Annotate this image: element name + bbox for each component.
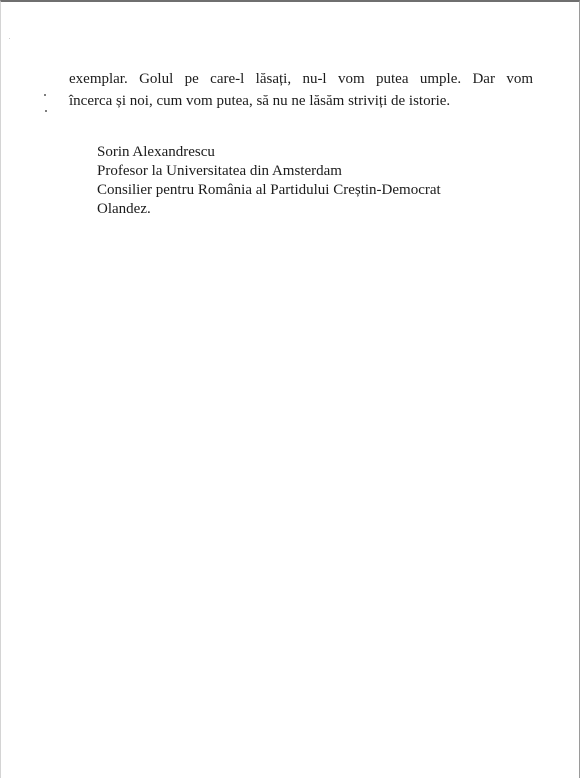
scan-speck-1 — [44, 94, 46, 96]
body-line-2: încerca și noi, cum vom putea, să nu ne lăsăm striviți de istorie. — [69, 93, 451, 109]
signature-name: Sorin Alexandrescu — [97, 144, 215, 160]
body-line-1: exemplar. Golul pe care-l lăsați, nu-l vom putea umple. Dar vom — [69, 71, 533, 87]
signature-title: Profesor la Universitatea din Amsterdam — [97, 163, 342, 179]
signature-role-line-1: Consilier pentru România al Partidului Creștin-Democrat — [97, 182, 441, 198]
scan-speck-3 — [9, 38, 10, 39]
body-paragraph — [69, 68, 533, 112]
signature-role-line-2: Olandez. — [97, 201, 151, 217]
scan-speck-2 — [45, 110, 47, 112]
signature-block — [97, 143, 537, 219]
